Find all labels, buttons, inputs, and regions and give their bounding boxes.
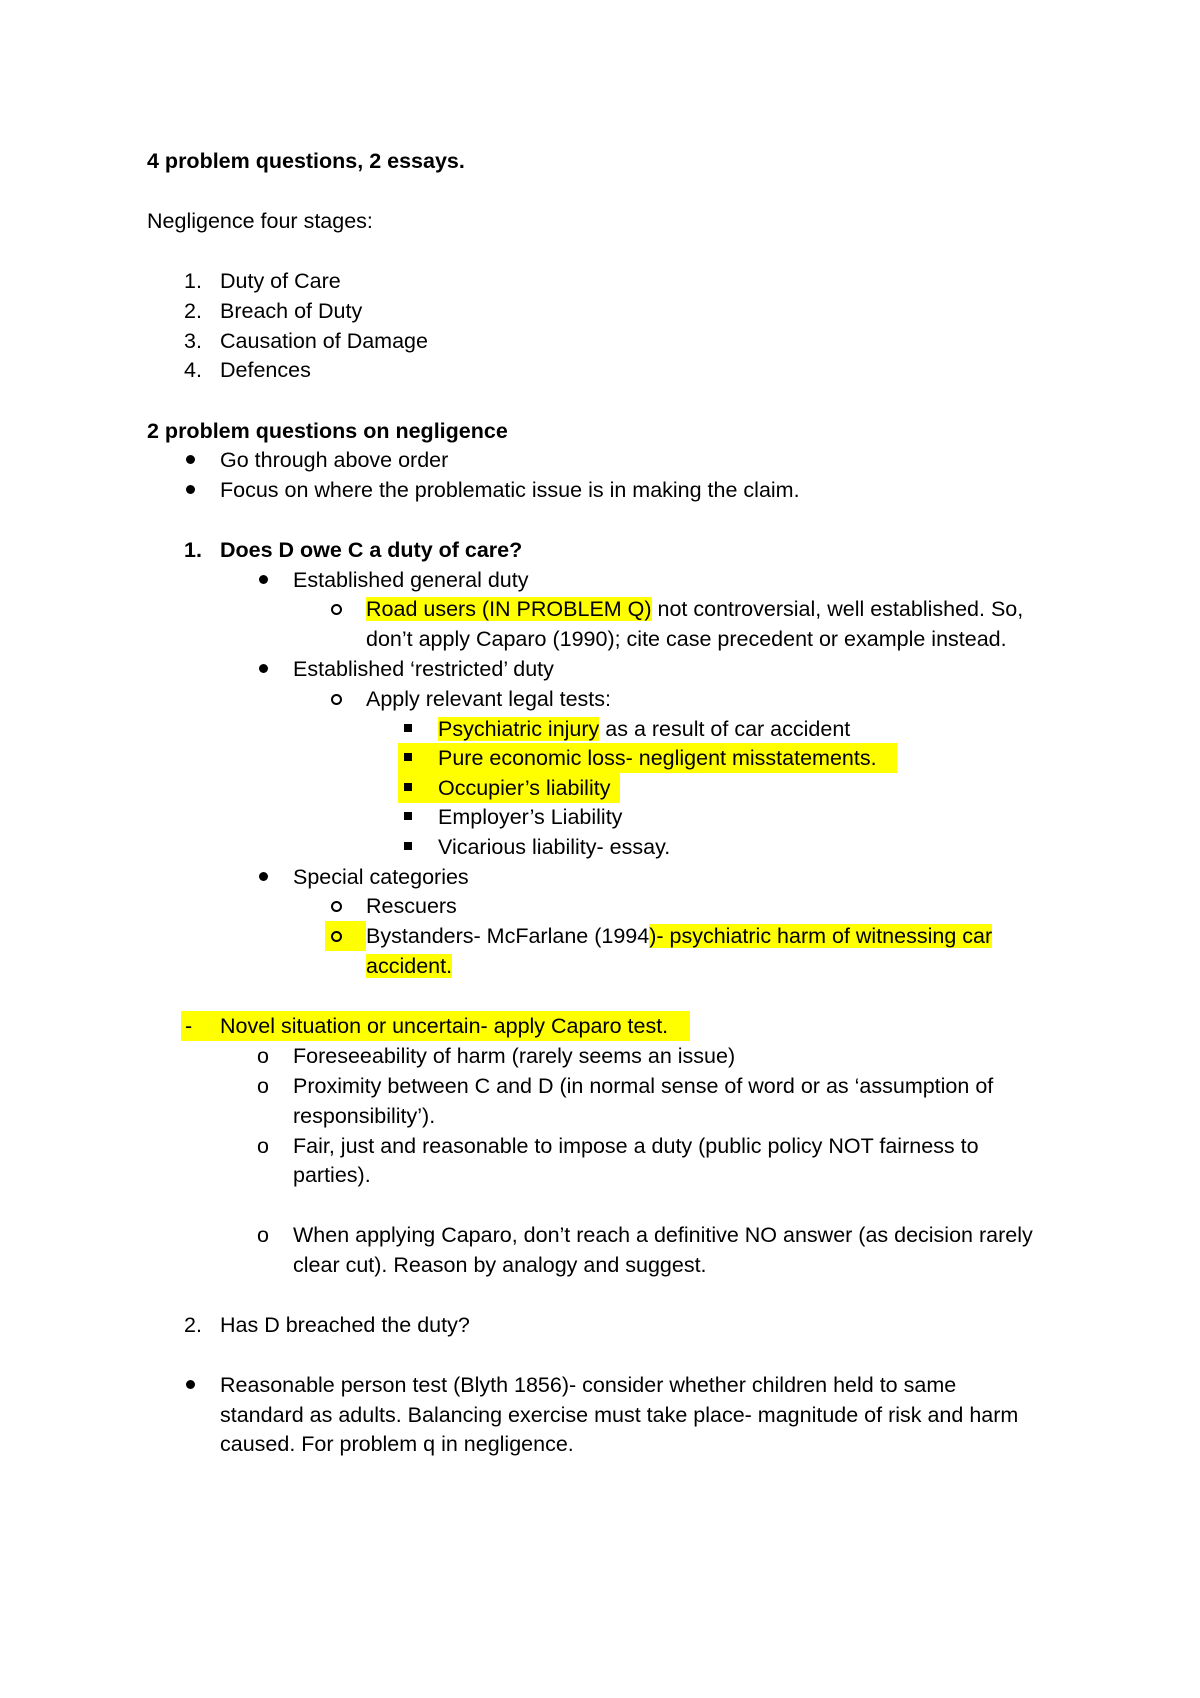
novel-situation: Novel situation or uncertain- apply Caparo test. — [220, 1014, 669, 1038]
psychiatric-injury-line — [438, 714, 850, 744]
bullet-icon — [259, 575, 268, 584]
stage-3-number: 3. — [184, 329, 202, 353]
reasonable-person-line-2: standard as adults. Balancing exercise must take place- magnitude of risk and harm — [220, 1403, 1019, 1427]
stage-2-number: 2. — [184, 299, 202, 323]
bullet-icon — [259, 664, 268, 673]
pq-heading: 2 problem questions on negligence — [147, 419, 508, 443]
stages-heading: Negligence four stages: — [147, 209, 373, 233]
caparo-ring-4: o — [257, 1223, 269, 1247]
pq-bullet-1: Go through above order — [220, 448, 449, 472]
when-applying-line-2: clear cut). Reason by analogy and suggest. — [293, 1253, 707, 1277]
fair-just-line-1: Fair, just and reasonable to impose a duty (public policy NOT fairness to — [293, 1134, 979, 1158]
psychiatric-highlight: Psychiatric injury — [438, 717, 600, 741]
pure-economic-loss: Pure economic loss- negligent misstatements. — [438, 746, 877, 770]
square-bullet-icon — [404, 812, 412, 820]
employers-liability: Employer’s Liability — [438, 805, 623, 829]
when-applying-line-1: When applying Caparo, don’t reach a definitive NO answer (as decision rarely — [293, 1223, 1033, 1247]
caparo-ring-1: o — [257, 1044, 269, 1068]
bullet-icon — [259, 872, 268, 881]
reasonable-person-line-3: caused. For problem q in negligence. — [220, 1432, 574, 1456]
occupiers-liability: Occupier’s liability — [438, 776, 611, 800]
road-users-line-2: don’t apply Caparo (1990); cite case precedent or example instead. — [366, 627, 1007, 651]
bystanders-line-2-highlight: accident. — [366, 954, 453, 978]
square-bullet-icon — [404, 842, 412, 850]
q1-text: Does D owe C a duty of care? — [220, 538, 523, 562]
stage-1-number: 1. — [184, 269, 202, 293]
road-users-line — [366, 594, 1023, 624]
foreseeability: Foreseeability of harm (rarely seems an issue) — [293, 1044, 736, 1068]
q1-number: 1. — [184, 538, 202, 562]
established-general-duty: Established general duty — [293, 568, 529, 592]
circle-bullet-icon — [331, 604, 342, 615]
circle-bullet-icon — [331, 694, 342, 705]
reasonable-person-line-1: Reasonable person test (Blyth 1856)- consider whether children held to same — [220, 1373, 957, 1397]
bystanders-part-a: Bystanders- McFarlane (1994 — [366, 924, 650, 948]
intro-line: 4 problem questions, 2 essays. — [147, 149, 465, 173]
stage-1-text: Duty of Care — [220, 269, 341, 293]
bystanders-line-2 — [366, 951, 452, 981]
circle-bullet-icon — [331, 901, 342, 912]
caparo-ring-2: o — [257, 1074, 269, 1098]
established-restricted-duty: Established ‘restricted’ duty — [293, 657, 554, 681]
caparo-ring-3: o — [257, 1134, 269, 1158]
bystanders-line — [366, 921, 992, 951]
square-bullet-icon — [404, 753, 412, 761]
stage-3-text: Causation of Damage — [220, 329, 428, 353]
bullet-icon — [186, 485, 195, 494]
novel-dash: - — [185, 1014, 193, 1038]
proximity-line-2: responsibility’). — [293, 1104, 436, 1128]
square-bullet-icon — [404, 724, 412, 732]
proximity-line-1: Proximity between C and D (in normal sense of word or as ‘assumption of — [293, 1074, 994, 1098]
stage-4-number: 4. — [184, 358, 202, 382]
special-categories: Special categories — [293, 865, 469, 889]
road-users-rest: not controversial, well established. So, — [651, 597, 1024, 621]
apply-tests: Apply relevant legal tests: — [366, 687, 611, 711]
stage-4-text: Defences — [220, 358, 311, 382]
pq-bullet-2: Focus on where the problematic issue is in making the claim. — [220, 478, 800, 502]
fair-just-line-2: parties). — [293, 1163, 371, 1187]
stage-2-text: Breach of Duty — [220, 299, 363, 323]
q2-text: Has D breached the duty? — [220, 1313, 470, 1337]
vicarious-liability: Vicarious liability- essay. — [438, 835, 671, 859]
q2-number: 2. — [184, 1313, 202, 1337]
psychiatric-rest: as a result of car accident — [599, 717, 851, 741]
bystanders-highlight: )- psychiatric harm of witnessing car — [649, 924, 993, 948]
bullet-icon — [186, 455, 195, 464]
rescuers: Rescuers — [366, 894, 457, 918]
square-bullet-icon — [404, 783, 412, 791]
bullet-icon — [186, 1380, 195, 1389]
road-users-highlight: Road users (IN PROBLEM Q) — [366, 597, 652, 621]
circle-bullet-icon — [331, 931, 342, 942]
